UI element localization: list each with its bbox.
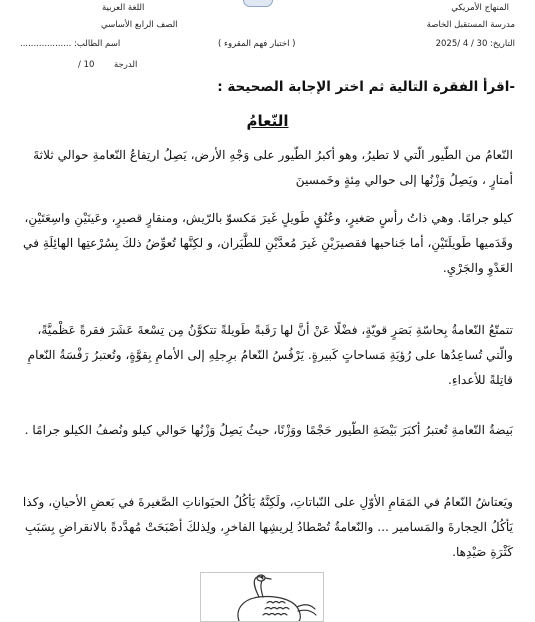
subject-label: اللغة العربية xyxy=(102,3,145,13)
ostrich-illustration xyxy=(200,572,324,622)
exam-title: ( اختبار فهم المقروء ) xyxy=(218,39,296,49)
grade-level-label: الصف الرابع الأساسي xyxy=(101,20,178,30)
paragraph-5: ويَعتاشُ النّعامُ في المَقامِ الأوّلِ على النّباتاتِ، ولَكِنَّهُ يَأكُلُ الحيَواناتِ الصَّغيرةَ في بَعضِ الأحيانِ، وكذا يَأكُلُ الحِجارةَ والمَسامير ... والنّعامةُ تُصْطادُ لِريشِها الفاخرِ، ولِذلكَ أصْبَحَتْ مُهدَّدةً بالانقراضِ بِسَبَبِ كَثْرَةِ صَيْدِها. xyxy=(22,495,513,559)
curriculum-label: المنهاج الأمريكي xyxy=(451,3,509,13)
school-logo xyxy=(243,0,273,7)
score-label: الدرجة xyxy=(114,60,138,70)
paragraph-4: بَيضةُ النّعامةِ تُعتبرُ أكبَرَ بَيْضَةِ الطّيور حَجْمًا ووَزْنًا، حيثُ يَصِلُ وَزْنُها حَوالي كيلو ونُصفُ الكيلو جرامًا . xyxy=(24,423,513,437)
score-value: / 10 xyxy=(78,60,95,70)
paragraph-3: تتمتّعُ النّعامةُ بِحاسّةِ بَصَرٍ قويّةٍ، فضْلًا عَنْ أنَّ لها رَقَبةً طَويلةً تتكوَّنُ مِن تِسْعةَ عَشَرَ فقرةً عَظْميَّةً، والّتي تُساعِدُها على رُؤيَةِ مَساحاتٍ كَبيرةٍ. يَرْفُسُ النّعامُ برِجلِهِ إلى الأمامِ بِقوَّةٍ، وتُعتبرُ رَفْسَةُ النّعامِ قاتِلةً للأعداءِ. xyxy=(27,323,513,387)
instruction-text: -اقرأ الفقرة التالية ثم اختر الإجابة الصحيحة : xyxy=(217,79,515,95)
paragraph-1: النّعامُ من الطّيور الّتي لا تطيرُ، وهو أكبرُ الطّيور على وَجْهِ الأرض، يَصِلُ ارتِفاعُ النّعامةِ حوالي ثلاثةَ أمتارٍ ، ويَصِلُ وَزْنُها إلى حوالي مِئةٍ وخَمسينَ xyxy=(33,148,513,187)
ostrich-icon xyxy=(201,573,323,621)
student-name-field: اسم الطالب: ................... xyxy=(20,39,121,49)
exam-date: التاريخ: 30 / 4 /2025 xyxy=(435,39,515,49)
school-name: مدرسة المستقبل الخاصة xyxy=(426,20,515,30)
passage-title: النّعامُ xyxy=(246,112,289,130)
paragraph-2: كيلو جرامًا. وهي ذاتُ رأسٍ صَغيرٍ، وعُنُقٍ طَويلٍ غَيرَ مَكسوّ بالرّيش، ومنقارٍ قصيرٍ، وعَينَيْنِ واسِعَتَيْنِ، وقَدَميها طَويلَتَيْنِ، أما جَناحيها فقصيرَيْنِ غَيرَ مُعدَّيْنِ للطَّيَران، و لكِنَّها تُعوِّضُ ذلكَ بِسُرْعتِها الهائِلَةِ في العَدْوِ والجَرْيِ. xyxy=(23,211,513,275)
